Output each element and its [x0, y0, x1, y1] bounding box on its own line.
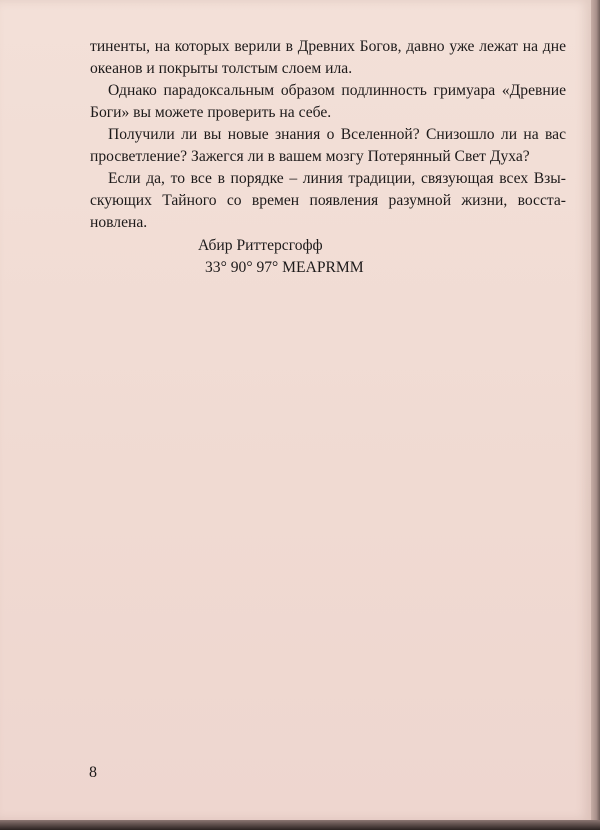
paragraph: Однако парадоксальным образом подлинность гримуара «Древние Боги» вы можете проверить на себе.: [90, 82, 566, 121]
paragraph: тиненты, на которых верили в Древних Богов, давно уже лежат на дне океанов и покрыты толстым слоем ила.: [90, 38, 566, 77]
paragraph: Получили ли вы новые знания о Вселенной? Снизошло ли на вас просветление? Зажегся ли в вашем мозгу Потерянный Свет Духа?: [90, 126, 566, 165]
signature-name: Абир Риттерсгофф: [198, 237, 323, 254]
page-number: 8: [89, 764, 97, 781]
body-text: [90, 36, 566, 234]
page-edge-bottom: [0, 820, 600, 830]
paragraph: Если да, то все в порядке – линия традиции, связующая всех Взыскующих Тайного со времен появления разумной жизни, восстановлена.: [90, 170, 566, 231]
signature-degree: 33° 90° 97° MEAPRMM: [205, 259, 364, 276]
page-edge-right: [591, 0, 600, 830]
